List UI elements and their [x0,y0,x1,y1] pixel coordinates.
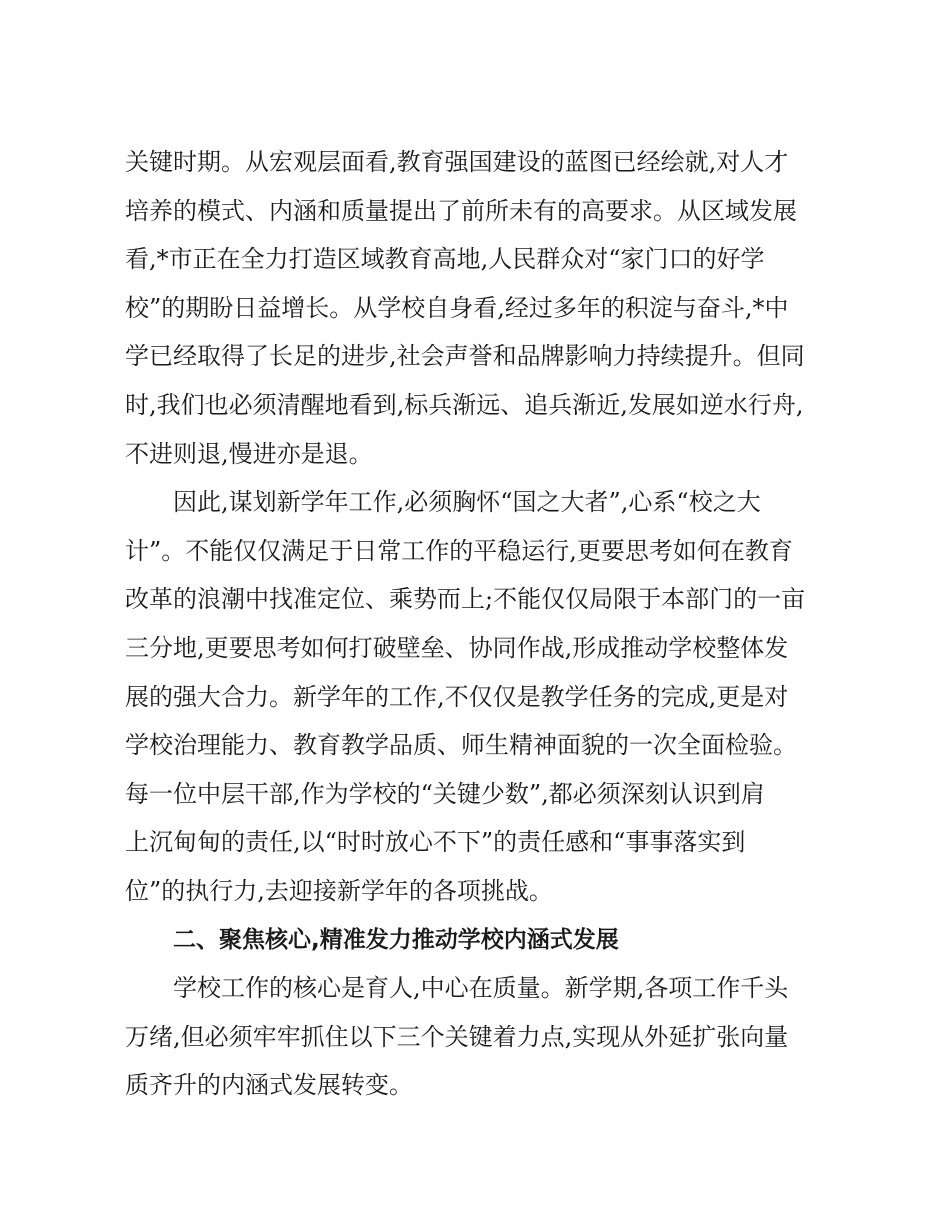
text-line: 校”的期盼日益增长。从学校自身看,经过多年的积淀与奋斗,*中 [125,293,789,322]
text-line: 不进则退,慢进亦是退。 [125,439,373,468]
document-body [125,138,825,1110]
text-line: 展的强大合力。新学年的工作,不仅仅是教学任务的完成,更是对 [125,682,789,711]
paragraph-1 [125,138,825,478]
text-line: 位”的执行力,去迎接新学年的各项挑战。 [125,876,553,905]
text-line: 改革的浪潮中找准定位、乘势而上;不能仅仅局限于本部门的一亩 [125,585,806,614]
paragraph-2 [125,478,825,915]
text-line: 每一位中层干部,作为学校的“关键少数”,都必须深刻认识到肩 [125,779,765,808]
paragraph-3 [125,964,825,1110]
section-heading [125,916,825,965]
text-line: 质齐升的内涵式发展转变。 [125,1071,413,1100]
text-line: 计”。不能仅仅满足于日常工作的平稳运行,更要思考如何在教育 [125,536,793,565]
text-line: 看,*市正在全力打造区域教育高地,人民群众对“家门口的好学 [125,245,765,274]
section-heading-text: 二、聚焦核心,精准发力推动学校内涵式发展 [173,926,619,953]
text-line: 因此,谋划新学年工作,必须胸怀“国之大者”,心系“校之大 [173,488,761,517]
text-line: 万绪,但必须牢牢抓住以下三个关键着力点,实现从外延扩张向量 [125,1022,789,1051]
text-line: 培养的模式、内涵和质量提出了前所未有的高要求。从区域发展 [125,196,797,225]
text-line: 三分地,更要思考如何打破壁垒、协同作战,形成推动学校整体发 [125,633,789,662]
text-line: 上沉甸甸的责任,以“时时放心不下”的责任感和“事事落实到 [125,828,746,857]
text-line: 学已经取得了长足的进步,社会声誉和品牌影响力持续提升。但同 [125,342,805,371]
text-line: 时,我们也必须清醒地看到,标兵渐远、追兵渐近,发展如逆水行舟, [125,390,804,419]
text-line: 学校治理能力、教育教学品质、师生精神面貌的一次全面检验。 [125,731,797,760]
text-line: 关键时期。从宏观层面看,教育强国建设的蓝图已经绘就,对人才 [125,148,789,176]
text-line: 学校工作的核心是育人,中心在质量。新学期,各项工作千头 [173,974,789,1003]
